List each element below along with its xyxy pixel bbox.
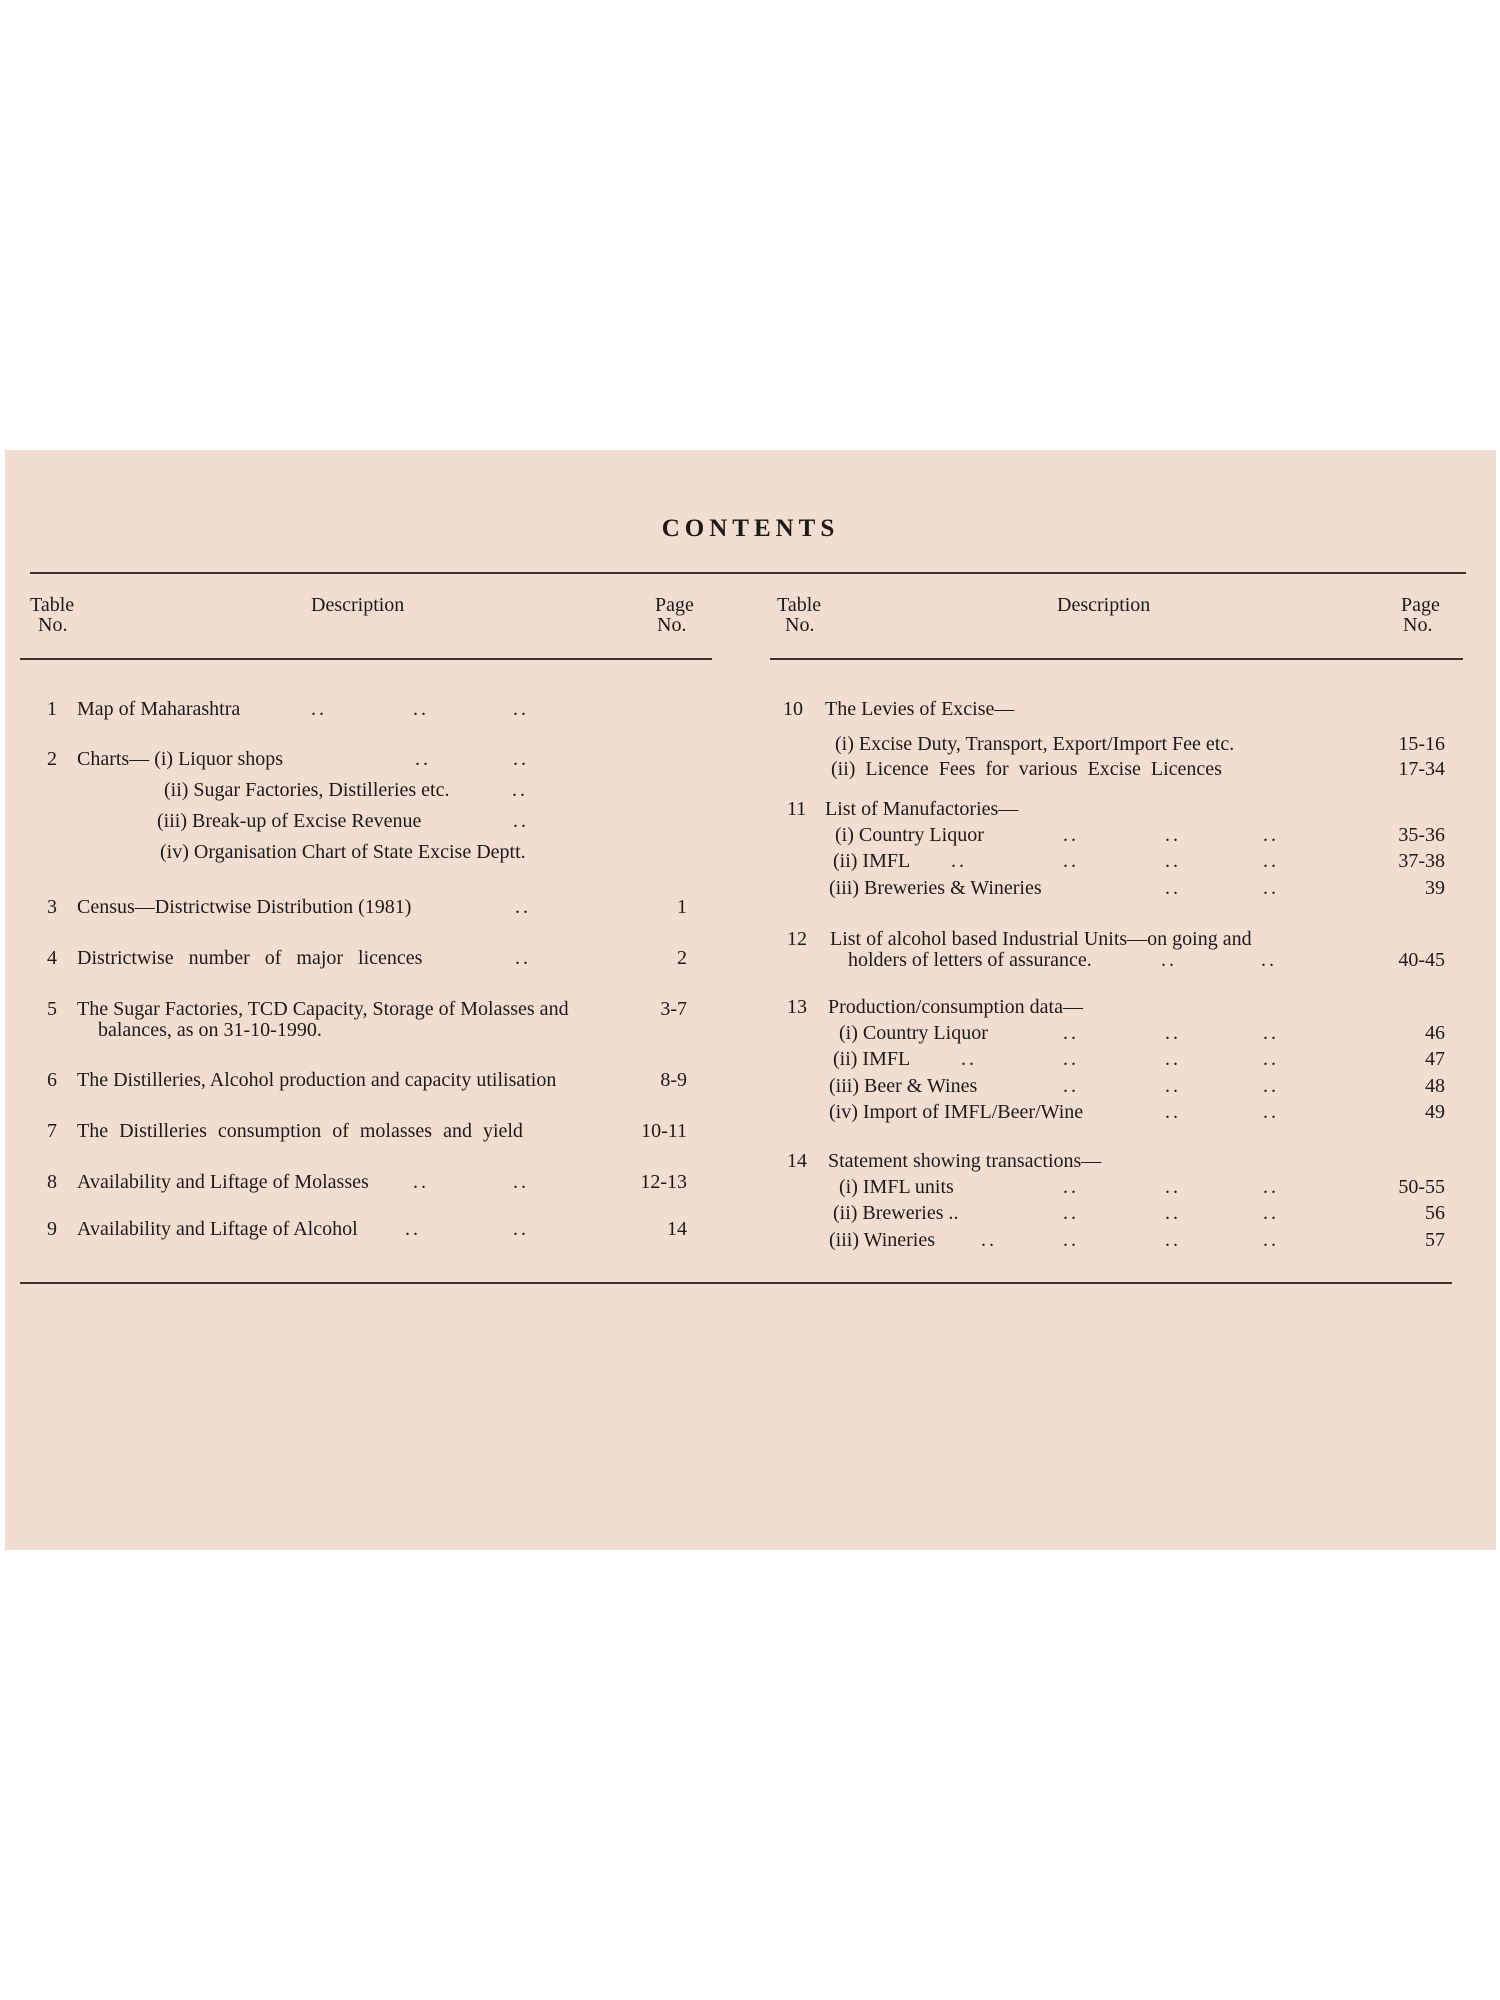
leader-dots: .. [1263,1101,1279,1123]
entry-4-number: 4 [47,947,57,969]
entry-10-number: 10 [783,698,803,720]
right-header-page: Page [1401,594,1440,616]
entry-11-sub-page: 37-38 [1398,850,1445,872]
leader-dots: .. [1165,1075,1181,1097]
entry-5-description: The Sugar Factories, TCD Capacity, Storage of Molasses and [77,998,569,1020]
entry-12-description-cont: holders of letters of assurance. [848,949,1092,971]
page-title: CONTENTS [661,515,840,542]
entry-11-sub-page: 35-36 [1398,824,1445,846]
leader-dots: .. [1063,824,1079,846]
leader-dots: .. [981,1229,997,1251]
leader-dots: .. [311,698,327,720]
entry-6-description: The Distilleries, Alcohol production and capacity utilisation [77,1069,557,1091]
right-header-table: Table [777,594,822,616]
leader-dots: .. [1063,1176,1079,1198]
left-header-page-no: No. [657,614,687,636]
leader-dots: .. [1261,949,1277,971]
entry-11-sub-item: (ii) IMFL [833,850,911,872]
leader-dots: .. [413,698,429,720]
leader-dots: .. [1263,824,1279,846]
entry-6-page: 8-9 [660,1069,687,1091]
entry-13-sub-item: (iv) Import of IMFL/Beer/Wine [829,1101,1084,1123]
entry-1-description: Map of Maharashtra [77,698,241,720]
entry-12-description: List of alcohol based Industrial Units—on going and [830,928,1252,950]
entry-8-number: 8 [47,1171,57,1193]
leader-dots: .. [1165,1229,1181,1251]
leader-dots: .. [1263,1176,1279,1198]
entry-9-page: 14 [667,1218,687,1240]
entry-13-sub-page: 48 [1425,1075,1445,1097]
leader-dots: .. [413,1171,429,1193]
leader-dots: .. [513,1218,529,1240]
leader-dots: .. [513,748,529,770]
entry-12-number: 12 [787,928,807,950]
leader-dots: .. [1263,1202,1279,1224]
entry-5-page: 3-7 [660,998,687,1020]
leader-dots: .. [1165,1202,1181,1224]
leader-dots: .. [1165,850,1181,872]
leader-dots: .. [513,1171,529,1193]
entry-7-page: 10-11 [641,1120,687,1142]
leader-dots: .. [1263,1048,1279,1070]
left-header-page: Page [655,594,694,616]
leader-dots: .. [1165,824,1181,846]
leader-dots: .. [1063,1202,1079,1224]
entry-4-page: 2 [677,947,687,969]
entry-12-page: 40-45 [1398,949,1445,971]
left-header-table: Table [30,594,75,616]
contents-page [5,450,1496,1550]
leader-dots: .. [1063,1075,1079,1097]
leader-dots: .. [1263,877,1279,899]
entry-11-sub-page: 39 [1425,877,1445,899]
right-header-rule [770,658,1463,660]
entry-2-sub-item: (iii) Break-up of Excise Revenue [157,810,422,832]
entry-11-number: 11 [787,798,807,820]
leader-dots: .. [1063,850,1079,872]
entry-7-description: The Distilleries consumption of molasses and yield [77,1120,523,1142]
entry-2-description: Charts— (i) Liquor shops [77,748,284,770]
entry-10-description: The Levies of Excise— [825,698,1015,720]
entry-14-sub-page: 56 [1425,1202,1445,1224]
leader-dots: .. [405,1218,421,1240]
entry-13-description: Production/consumption data— [828,996,1083,1018]
leader-dots: .. [513,698,529,720]
entry-13-sub-item: (iii) Beer & Wines [829,1075,978,1097]
entry-2-sub-item: (iv) Organisation Chart of State Excise Deptt. [160,841,526,863]
entry-13-sub-page: 47 [1425,1048,1445,1070]
entry-10-sub-item: (ii) Licence Fees for various Excise Licences [831,758,1222,780]
leader-dots: .. [1263,1229,1279,1251]
entry-10-sub-page: 15-16 [1398,733,1445,755]
entry-2-sub-item: (ii) Sugar Factories, Distilleries etc. [164,779,450,801]
entry-13-number: 13 [787,996,807,1018]
entry-13-sub-page: 46 [1425,1022,1445,1044]
leader-dots: .. [951,850,967,872]
entry-6-number: 6 [47,1069,57,1091]
entry-10-sub-item: (i) Excise Duty, Transport, Export/Import Fee etc. [835,733,1235,755]
leader-dots: .. [1165,1022,1181,1044]
entry-14-number: 14 [787,1150,807,1172]
entry-14-sub-item: (i) IMFL units [839,1176,954,1198]
leader-dots: .. [1165,1176,1181,1198]
entry-3-number: 3 [47,896,57,918]
entry-14-sub-item: (ii) Breweries .. [833,1202,959,1224]
entry-14-sub-page: 50-55 [1398,1176,1445,1198]
entry-9-number: 9 [47,1218,57,1240]
leader-dots: .. [1165,1048,1181,1070]
entry-3-description: Census—Districtwise Distribution (1981) [77,896,412,918]
entry-11-description: List of Manufactories— [825,798,1019,820]
entry-4-description: Districtwise number of major licences [77,947,423,969]
leader-dots: .. [1063,1229,1079,1251]
bottom-rule [20,1282,1452,1284]
entry-10-sub-page: 17-34 [1398,758,1445,780]
left-header-rule [20,658,712,660]
entry-11-sub-item: (i) Country Liquor [835,824,984,846]
entry-11-sub-item: (iii) Breweries & Wineries [829,877,1042,899]
leader-dots: .. [512,779,528,801]
top-rule [30,572,1466,574]
entry-1-number: 1 [47,698,57,720]
leader-dots: .. [415,748,431,770]
right-header-description: Description [1057,594,1151,616]
entry-3-page: 1 [677,896,687,918]
left-header-description: Description [311,594,405,616]
leader-dots: .. [1165,877,1181,899]
leader-dots: .. [1063,1022,1079,1044]
right-header-page-no: No. [1403,614,1433,636]
entry-7-number: 7 [47,1120,57,1142]
entry-14-description: Statement showing transactions— [828,1150,1102,1172]
leader-dots: .. [515,896,531,918]
entry-8-page: 12-13 [640,1171,687,1193]
entry-14-sub-item: (iii) Wineries [829,1229,936,1251]
entry-14-sub-page: 57 [1425,1229,1445,1251]
leader-dots: .. [513,810,529,832]
entry-8-description: Availability and Liftage of Molasses [77,1171,369,1193]
entry-5-description-cont: balances, as on 31-10-1990. [98,1019,322,1041]
leader-dots: .. [1165,1101,1181,1123]
entry-2-number: 2 [47,748,57,770]
entry-13-sub-item: (i) Country Liquor [839,1022,988,1044]
entry-13-sub-item: (ii) IMFL [833,1048,911,1070]
leader-dots: .. [1263,1022,1279,1044]
entry-5-number: 5 [47,998,57,1020]
leader-dots: .. [1161,949,1177,971]
leader-dots: .. [1263,1075,1279,1097]
entry-13-sub-page: 49 [1425,1101,1445,1123]
entry-9-description: Availability and Liftage of Alcohol [77,1218,358,1240]
leader-dots: .. [1063,1048,1079,1070]
leader-dots: .. [961,1048,977,1070]
left-header-table-no: No. [38,614,68,636]
leader-dots: .. [1263,850,1279,872]
right-header-table-no: No. [785,614,815,636]
leader-dots: .. [515,947,531,969]
